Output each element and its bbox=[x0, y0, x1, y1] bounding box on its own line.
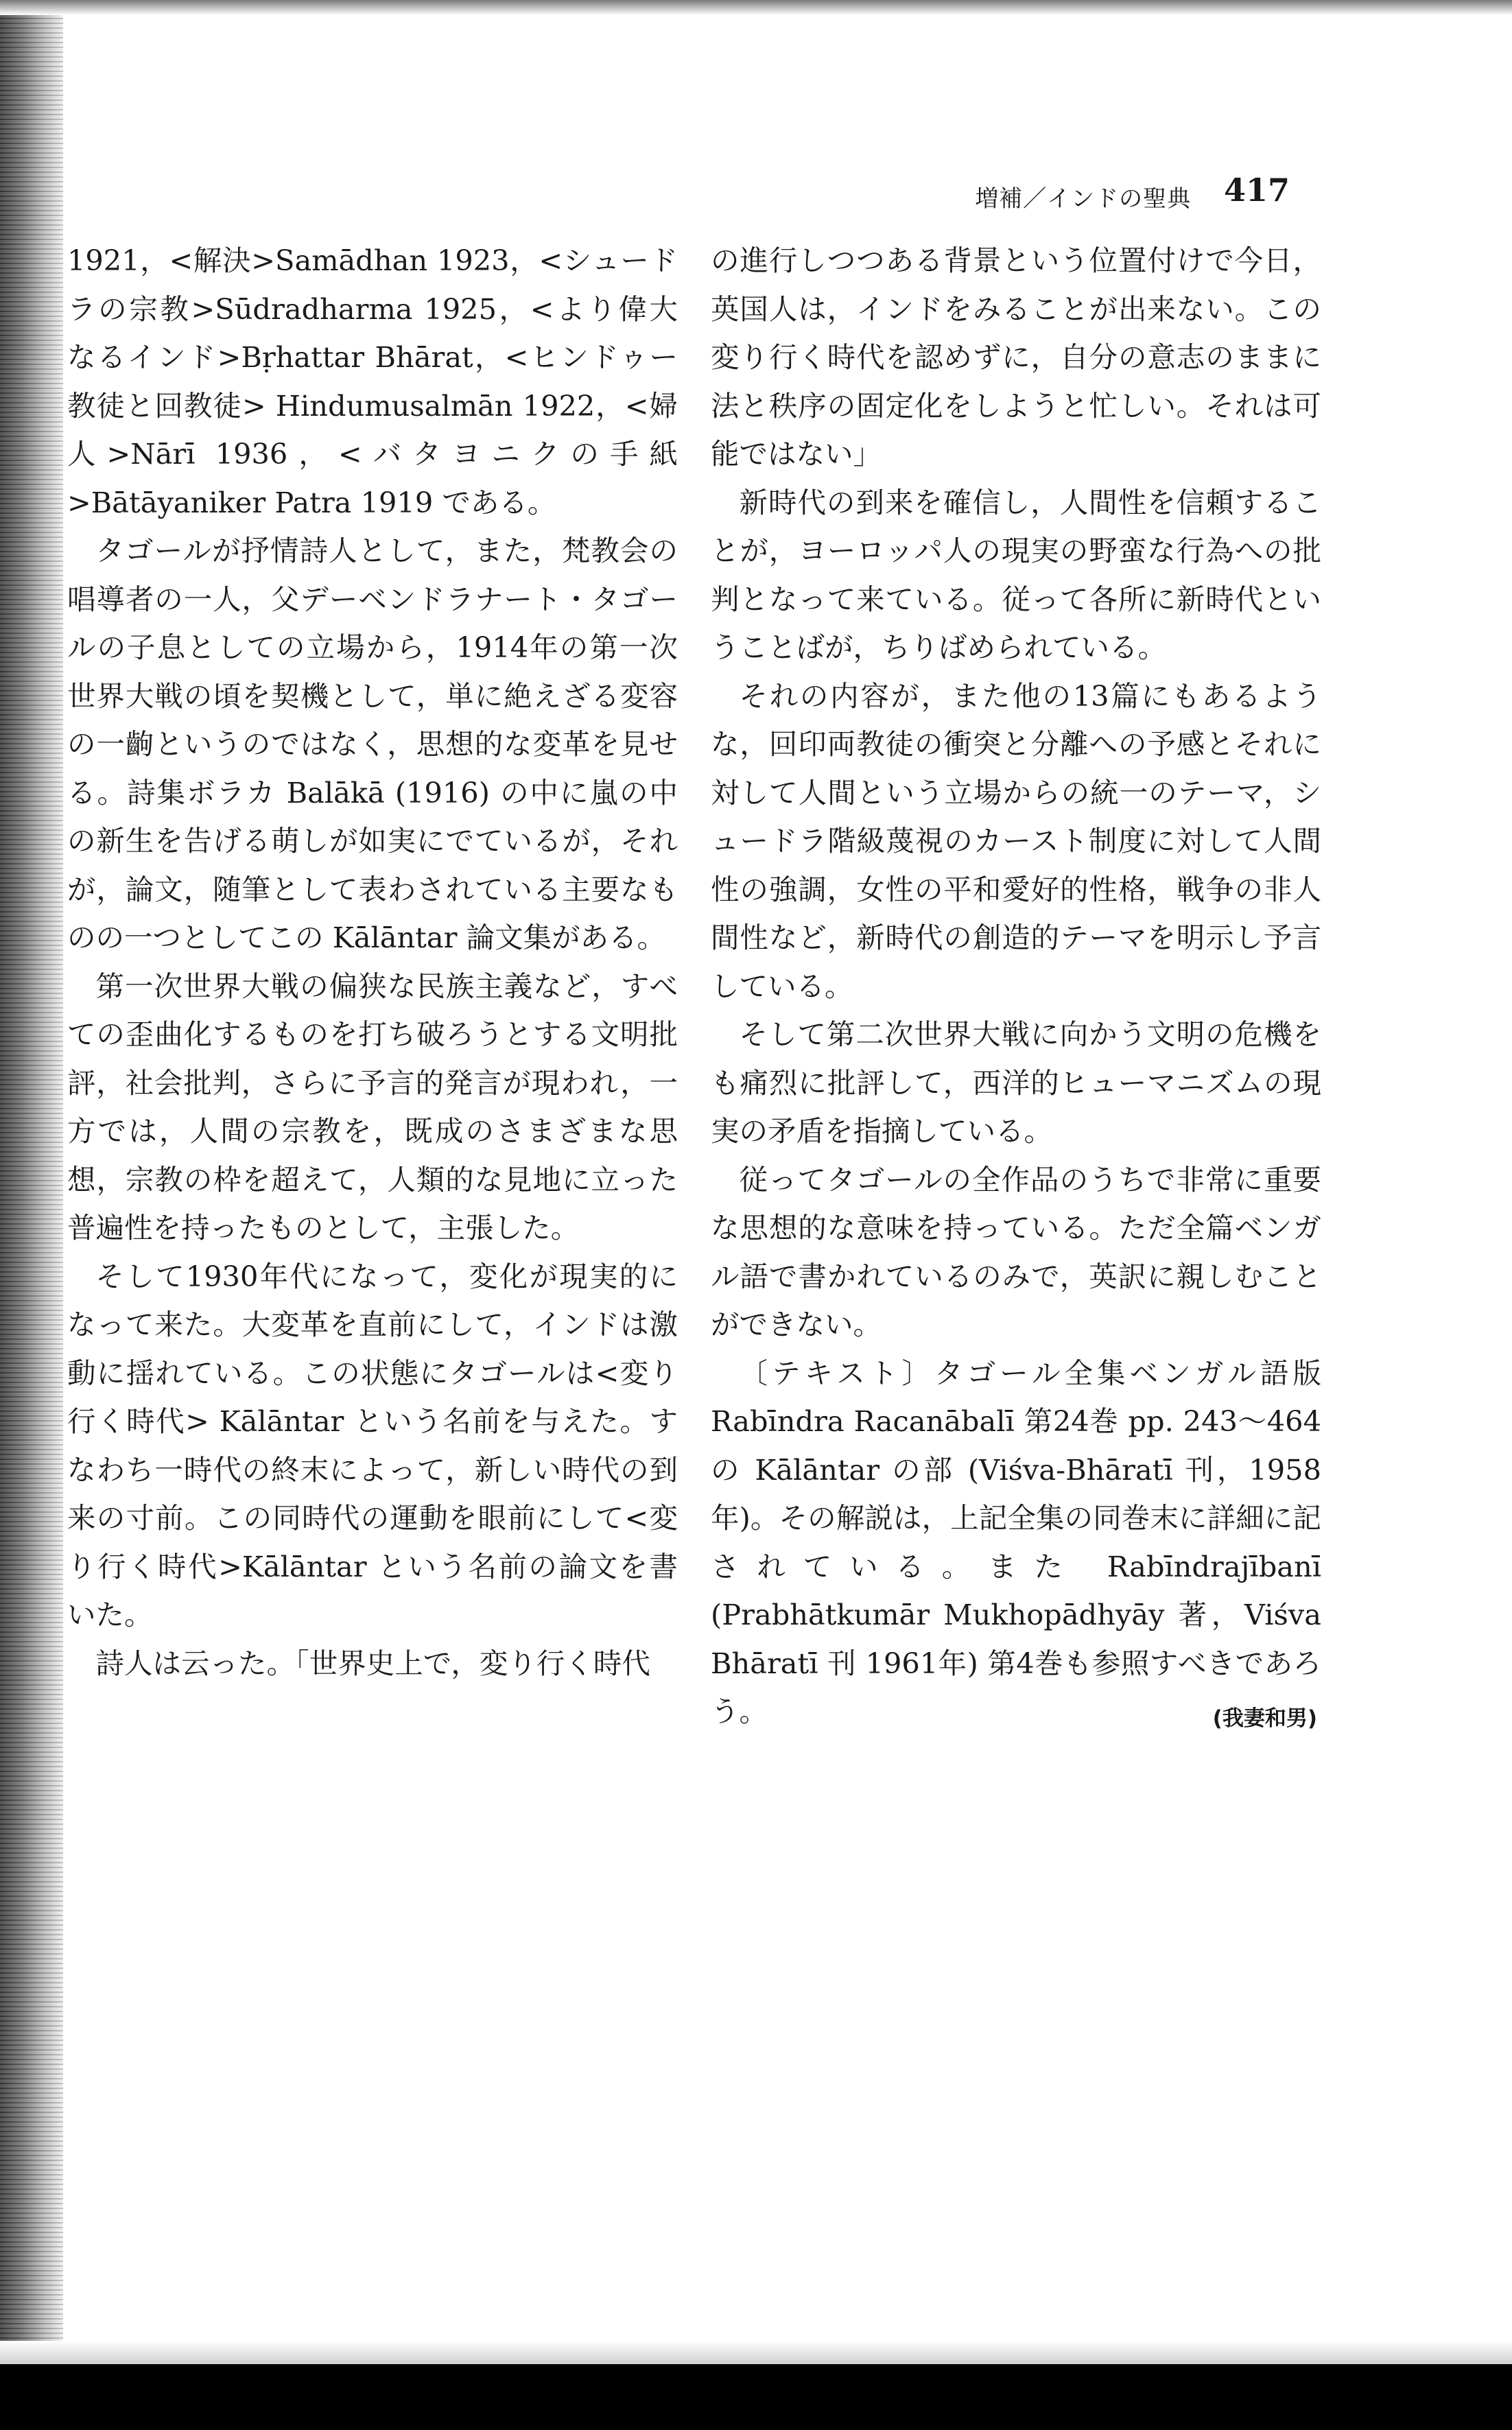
paragraph: 〔テキスト〕タゴール全集ベンガル語版 Rabīndra Racanābalī 第24巻 pp. 243〜464 の Kālāntar の部 (Viśva-Bhāratī 刊，1958年)。その解説は，上記全集の同巻末に詳細に記されている。また Rabīndrajībanī (Prabhātkumār Mukhopādhyāy 著，Viśva Bhāratī 刊 1961年) 第4巻も参照すべきであろう。 bbox=[711, 1356, 1321, 1728]
paragraph: 第一次世界大戦の偏狭な民族主義など，すべての歪曲化するものを打ち破ろうとする文明批評，社会批判，さらに予言的発言が現われ，一方では，人間の宗教を，既成のさまざまな思想，宗教の枠を超えて，人類的な見地に立った普遍性を持ったものとして，主張した。 bbox=[67, 969, 678, 1245]
scan-gutter-noise bbox=[0, 0, 63, 2430]
page-number: 417 bbox=[1223, 172, 1290, 209]
paragraph: 新時代の到来を確信し，人間性を信頼することが，ヨーロッパ人の現実の野蛮な行為への批判となって来ている。従って各所に新時代ということばが，ちりばめられている。 bbox=[711, 485, 1321, 664]
paragraph: 従ってタゴールの全作品のうちで非常に重要な思想的な意味を持っている。ただ全篇ベンガル語で書かれているのみで，英訳に親しむことができない。 bbox=[711, 1162, 1321, 1341]
paragraph: の進行しつつある背景という位置付けで今日，英国人は，インドをみることが出来ない。この変り行く時代を認めずに，自分の意志のままに法と秩序の固定化をしようと忙しい。それは可能ではない」 bbox=[711, 244, 1321, 471]
scan-bottom-fade bbox=[0, 2341, 1512, 2364]
paragraph: 1921，<解決>Samādhan 1923，<シュードラの宗教>Sūdradharma 1925，<より偉大なるインド>Bṛhattar Bhārat，<ヒンドゥー教徒と回教徒> Hindumusalmān 1922，<婦人>Nārī 1936，<バタヨニクの手紙>Bātāyaniker Patra 1919 である。 bbox=[67, 244, 678, 519]
paragraph: そして1930年代になって，変化が現実的になって来た。大変革を直前にして，インドは激動に揺れている。この状態にタゴールは<変り行く時代> Kālāntar という名前を与えた。すなわち一時代の終末によって，新しい時代の到来の寸前。この同時代の運動を眼前にして<変り行く時代>Kālāntar という名前の論文を書いた。 bbox=[67, 1259, 678, 1631]
scan-top-edge bbox=[0, 0, 1512, 15]
author-signature: (我妻和男) bbox=[1212, 1706, 1317, 1731]
scan-bottom-edge bbox=[0, 2364, 1512, 2430]
paragraph: 詩人は云った。「世界史上で，変り行く時代 bbox=[95, 1646, 650, 1680]
paragraph: タゴールが抒情詩人として，また，梵教会の唱導者の一人，父デーベンドラナート・タゴールの子息としての立場から，1914年の第一次世界大戦の頃を契機として，単に絶えざる変容の一齣というのではなく，思想的な変革を見せる。詩集ボラカ Balākā (1916) の中に嵐の中の新生を告げる萌しが如実にでているが，それが，論文，随筆として表わされている主要なものの一つとしてこの Kālāntar 論文集がある。 bbox=[67, 534, 678, 954]
paragraph: そして第二次世界大戦に向かう文明の危機をも痛烈に批評して，西洋的ヒューマニズムの現実の矛盾を指摘している。 bbox=[711, 1017, 1321, 1148]
left-column bbox=[67, 237, 678, 1688]
running-title-text: 増補／インドの聖典 bbox=[975, 185, 1192, 213]
paragraph: それの内容が，また他の13篇にもあるような，回印両教徒の衝突と分離への予感とそれに対して人間という立場からの統一のテーマ，シュードラ階級蔑視のカースト制度に対して人間性の強調，女性の平和愛好的性格，戦争の非人間性など，新時代の創造的テーマを明示し予言している。 bbox=[711, 679, 1321, 1003]
right-column bbox=[711, 237, 1321, 1732]
